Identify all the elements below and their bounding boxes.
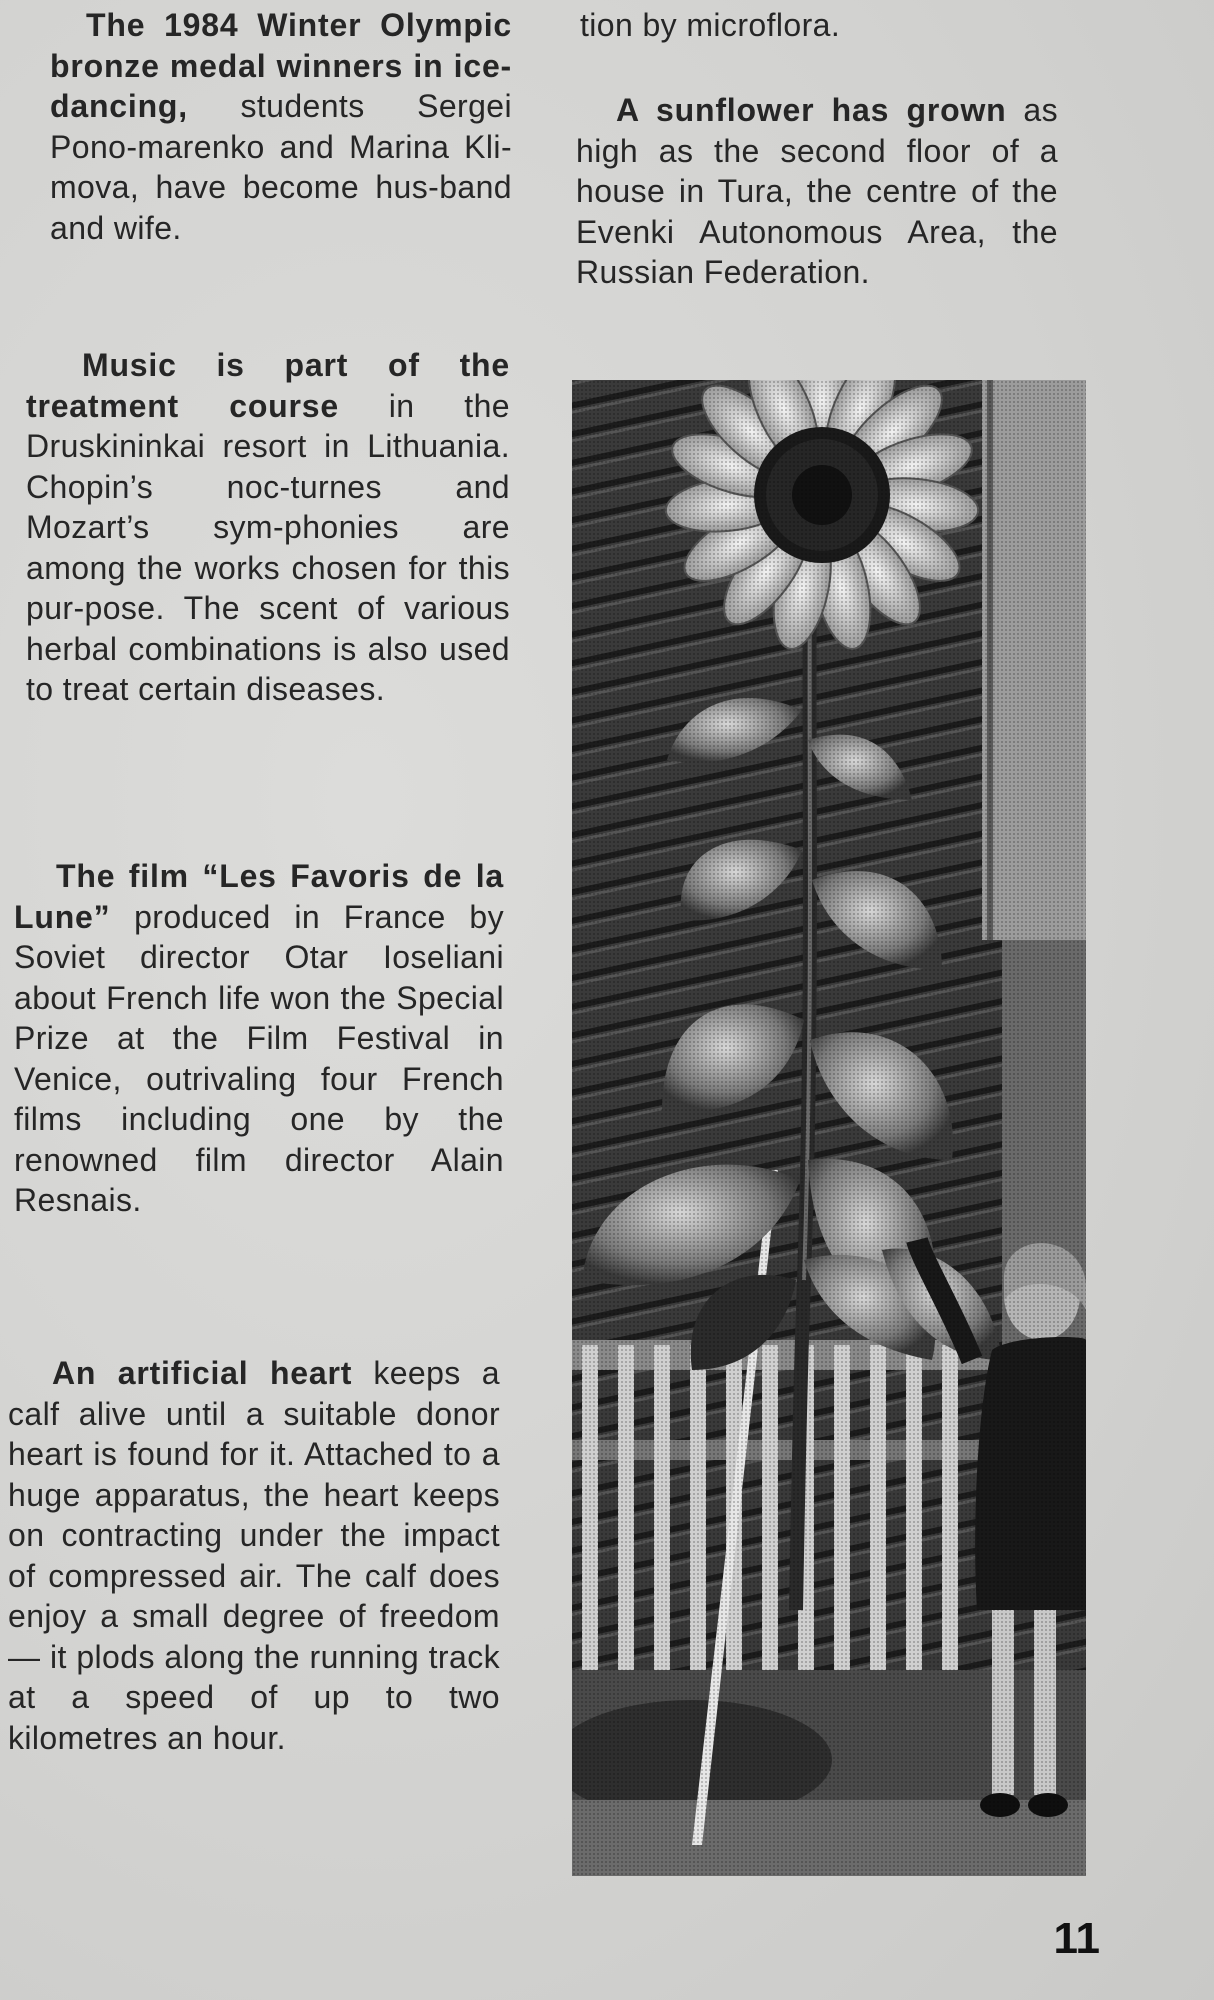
- article-body: produced in France by Soviet director Otar Ioseliani about French life won the Special Prize at the Film Festival in Venice, outrivaling four French films including one by the renowned film director Alain Resnais.: [14, 898, 504, 1218]
- article-body: keeps a calf alive until a suitable donor heart is found for it. Attached to a huge apparatus, the heart keeps on contracting under the impact of compressed air. The calf does enjoy a small degree of freedom — it plods along the running track at a speed of up to two kilometres an hour.: [8, 1355, 500, 1756]
- article-body: students Sergei Pono-marenko and Marina Kli-mova, have become hus-band and wife.: [50, 88, 512, 246]
- sunflower-photo: [572, 380, 1086, 1876]
- article-olympic-ice-dancers: [50, 5, 512, 248]
- article-sunflower: [576, 90, 1058, 293]
- page-number: 11: [1053, 1914, 1100, 1963]
- article-film-venice: [14, 856, 504, 1221]
- article-lead: An artificial heart: [52, 1355, 353, 1391]
- article-lead: The film “Les Favoris de la Lune”: [14, 858, 504, 935]
- article-body: as high as the second floor of a house in Tura, the centre of the Evenki Autonomous Area, the Russian Federation.: [576, 92, 1058, 290]
- sunflower-photo-illustration: [572, 380, 1086, 1876]
- article-body: in the Druskininkai resort in Lithuania. Chopin’s noc-turnes and Mozart’s sym-phonies are among the works chosen for this pur-pose. The scent of various herbal combinations is also used to treat certain diseases.: [26, 387, 510, 707]
- article-music-treatment: [26, 345, 510, 710]
- article-microflora-continuation: [580, 5, 1060, 46]
- article-lead: The 1984 Winter Olympic bronze medal winners in ice-dancing,: [50, 7, 512, 124]
- article-lead: A sunflower has grown: [616, 92, 1007, 128]
- article-artificial-heart: [8, 1353, 500, 1758]
- article-lead: Music is part of the treatment course: [26, 347, 510, 424]
- article-body: tion by microflora.: [580, 7, 841, 43]
